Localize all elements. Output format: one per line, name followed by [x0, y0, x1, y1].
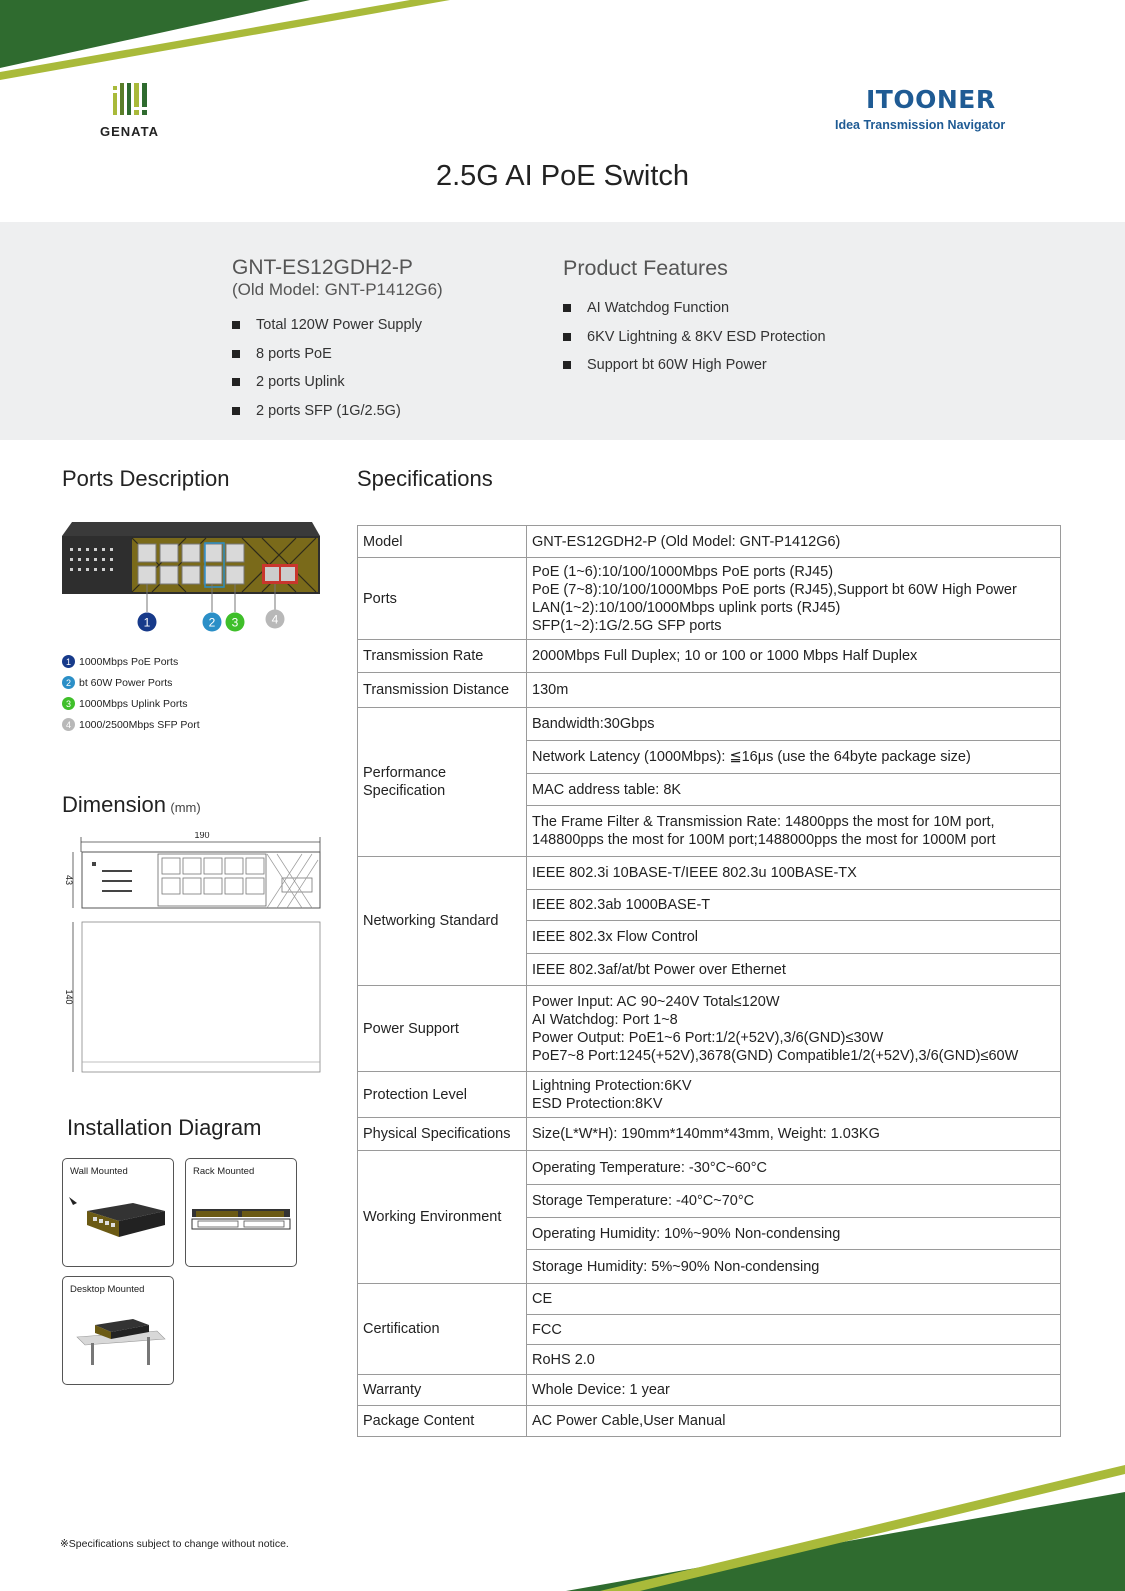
specifications-title: Specifications — [357, 466, 493, 491]
specifications-table — [357, 525, 1061, 1437]
legend-dot-2: 2 — [62, 676, 75, 689]
port-marker-3: 3 — [231, 615, 239, 630]
bullet-square-icon — [563, 304, 571, 312]
rack-mounted-card — [185, 1158, 297, 1267]
install-label: Rack Mounted — [193, 1166, 255, 1177]
wall-mounted-card — [62, 1158, 174, 1267]
spec-value: The Frame Filter & Transmission Rate: 14800pps the most for 10M port, 148800pps the most for 100M port;1488000pps the most for 1000M port — [527, 806, 1061, 857]
list-item: AI Watchdog Function — [563, 294, 943, 323]
ports-description-title: Ports Description — [62, 466, 230, 491]
model-bullets — [232, 311, 532, 425]
spec-value: RoHS 2.0 — [527, 1345, 1061, 1375]
table-row — [358, 708, 1061, 741]
spec-label: Package Content — [358, 1406, 527, 1437]
legend-item: 1 1000Mbps PoE Ports — [62, 651, 200, 672]
spec-value: IEEE 802.3af/at/bt Power over Ethernet — [527, 954, 1061, 986]
install-label: Desktop Mounted — [70, 1284, 145, 1295]
table-row — [358, 1072, 1061, 1118]
model-summary — [232, 256, 532, 425]
spec-value: IEEE 802.3i 10BASE-T/IEEE 802.3u 100BASE-TX — [527, 857, 1061, 890]
spec-value: Power Input: AC 90~240V Total≤120W AI Watchdog: Port 1~8 Power Output: PoE1~6 Port:1/2(+52V),3/6(GND)≤30W PoE7~8 Port:1245(+52V),3678(GND) Compatible1/2(+52V),3/6(GND)≤60W — [527, 986, 1061, 1072]
table-row — [358, 1151, 1061, 1185]
spec-value: PoE (1~6):10/100/1000Mbps PoE ports (RJ45) PoE (7~8):10/100/1000Mbps PoE ports (RJ45),Support bt 60W High Power LAN(1~2):10/100/1000Mbps uplink ports (RJ45) SFP(1~2):1G/2.5G SFP ports — [527, 558, 1061, 640]
spec-value: IEEE 802.3x Flow Control — [527, 921, 1061, 954]
spec-value: Operating Temperature: -30°C~60°C — [527, 1151, 1061, 1185]
spec-value: Size(L*W*H): 190mm*140mm*43mm, Weight: 1.03KG — [527, 1118, 1061, 1151]
spec-value: Storage Temperature: -40°C~70°C — [527, 1185, 1061, 1218]
dimension-heading — [62, 792, 201, 818]
genata-logo — [98, 83, 168, 141]
legend-item: 4 1000/2500Mbps SFP Port — [62, 714, 200, 735]
bullet-square-icon — [232, 350, 240, 358]
spec-value: 130m — [527, 673, 1061, 708]
itooner-tagline: Idea Transmission Navigator — [835, 118, 1006, 132]
table-row — [358, 1284, 1061, 1315]
desktop-mount-image — [63, 1277, 173, 1384]
legend-dot-3: 3 — [62, 697, 75, 710]
desktop-mounted-card — [62, 1276, 174, 1385]
model-name: GNT-ES12GDH2-P — [232, 256, 413, 279]
list-item: 6KV Lightning & 8KV ESD Protection — [563, 323, 943, 352]
table-row — [358, 640, 1061, 673]
spec-value: GNT-ES12GDH2-P (Old Model: GNT-P1412G6) — [527, 526, 1061, 558]
spec-value: FCC — [527, 1315, 1061, 1345]
spec-value: Storage Humidity: 5%~90% Non-condensing — [527, 1250, 1061, 1284]
legend-item: 2 bt 60W Power Ports — [62, 672, 200, 693]
spec-label: Networking Standard — [358, 857, 527, 986]
old-model-name: (Old Model: GNT-P1412G6) — [232, 280, 443, 299]
bullet-square-icon — [563, 333, 571, 341]
ports-legend — [62, 651, 200, 735]
spec-value: Bandwidth:30Gbps — [527, 708, 1061, 741]
table-row — [358, 857, 1061, 890]
itooner-logo — [835, 85, 1025, 135]
spec-label: Transmission Distance — [358, 673, 527, 708]
list-item: 2 ports SFP (1G/2.5G) — [232, 397, 532, 426]
spec-label: Performance Specification — [358, 708, 527, 857]
dimension-width-label: 190 — [194, 832, 210, 840]
spec-label: Certification — [358, 1284, 527, 1375]
legend-item: 3 1000Mbps Uplink Ports — [62, 693, 200, 714]
list-item: 2 ports Uplink — [232, 368, 532, 397]
bullet-square-icon — [232, 407, 240, 415]
table-row — [358, 986, 1061, 1072]
feature-bullets — [563, 294, 943, 380]
features-title: Product Features — [563, 256, 728, 280]
install-label: Wall Mounted — [70, 1166, 128, 1177]
list-item: 8 ports PoE — [232, 340, 532, 369]
spec-value: MAC address table: 8K — [527, 774, 1061, 806]
dimension-unit: (mm) — [170, 800, 201, 815]
dimension-title: Dimension — [62, 792, 166, 817]
switch-front-panel-image — [62, 522, 322, 642]
spec-label: Power Support — [358, 986, 527, 1072]
bullet-square-icon — [232, 378, 240, 386]
spec-value: Lightning Protection:6KV ESD Protection:8KV — [527, 1072, 1061, 1118]
genata-logo-text: GENATA — [100, 124, 159, 139]
port-marker-1: 1 — [143, 615, 151, 630]
spec-value: IEEE 802.3ab 1000BASE-T — [527, 890, 1061, 921]
spec-label: Protection Level — [358, 1072, 527, 1118]
spec-label: Ports — [358, 558, 527, 640]
bullet-square-icon — [563, 361, 571, 369]
list-item: Total 120W Power Supply — [232, 311, 532, 340]
table-row — [358, 526, 1061, 558]
legend-dot-4: 4 — [62, 718, 75, 731]
table-row — [358, 1118, 1061, 1151]
spec-value: CE — [527, 1284, 1061, 1315]
spec-value: Operating Humidity: 10%~90% Non-condensing — [527, 1218, 1061, 1250]
dimension-height-label: 43 — [64, 874, 74, 886]
page-title: 2.5G AI PoE Switch — [435, 160, 690, 192]
table-row — [358, 673, 1061, 708]
spec-label: Warranty — [358, 1375, 527, 1406]
spec-label: Model — [358, 526, 527, 558]
list-item: Support bt 60W High Power — [563, 351, 943, 380]
spec-value: AC Power Cable,User Manual — [527, 1406, 1061, 1437]
rack-mount-image — [186, 1159, 296, 1266]
table-row — [358, 1375, 1061, 1406]
product-features — [563, 256, 943, 380]
installation-title: Installation Diagram — [67, 1115, 262, 1140]
spec-label: Working Environment — [358, 1151, 527, 1284]
footer-note: ※Specifications subject to change without notice. — [60, 1538, 289, 1550]
wall-mount-image — [63, 1159, 173, 1266]
spec-label: Physical Specifications — [358, 1118, 527, 1151]
dimension-depth-label: 140 — [64, 989, 74, 1005]
port-marker-4: 4 — [271, 612, 279, 627]
dimension-drawing — [62, 832, 332, 1082]
table-row — [358, 558, 1061, 640]
bullet-square-icon — [232, 321, 240, 329]
spec-value: Whole Device: 1 year — [527, 1375, 1061, 1406]
itooner-logo-text: ITOONER — [866, 85, 996, 114]
genata-logo-mark — [98, 83, 168, 123]
port-marker-2: 2 — [208, 615, 216, 630]
spec-value: 2000Mbps Full Duplex; 10 or 100 or 1000 Mbps Half Duplex — [527, 640, 1061, 673]
spec-label: Transmission Rate — [358, 640, 527, 673]
spec-value: Network Latency (1000Mbps): ≦16μs (use the 64byte package size) — [527, 741, 1061, 774]
table-row — [358, 1406, 1061, 1437]
legend-dot-1: 1 — [62, 655, 75, 668]
